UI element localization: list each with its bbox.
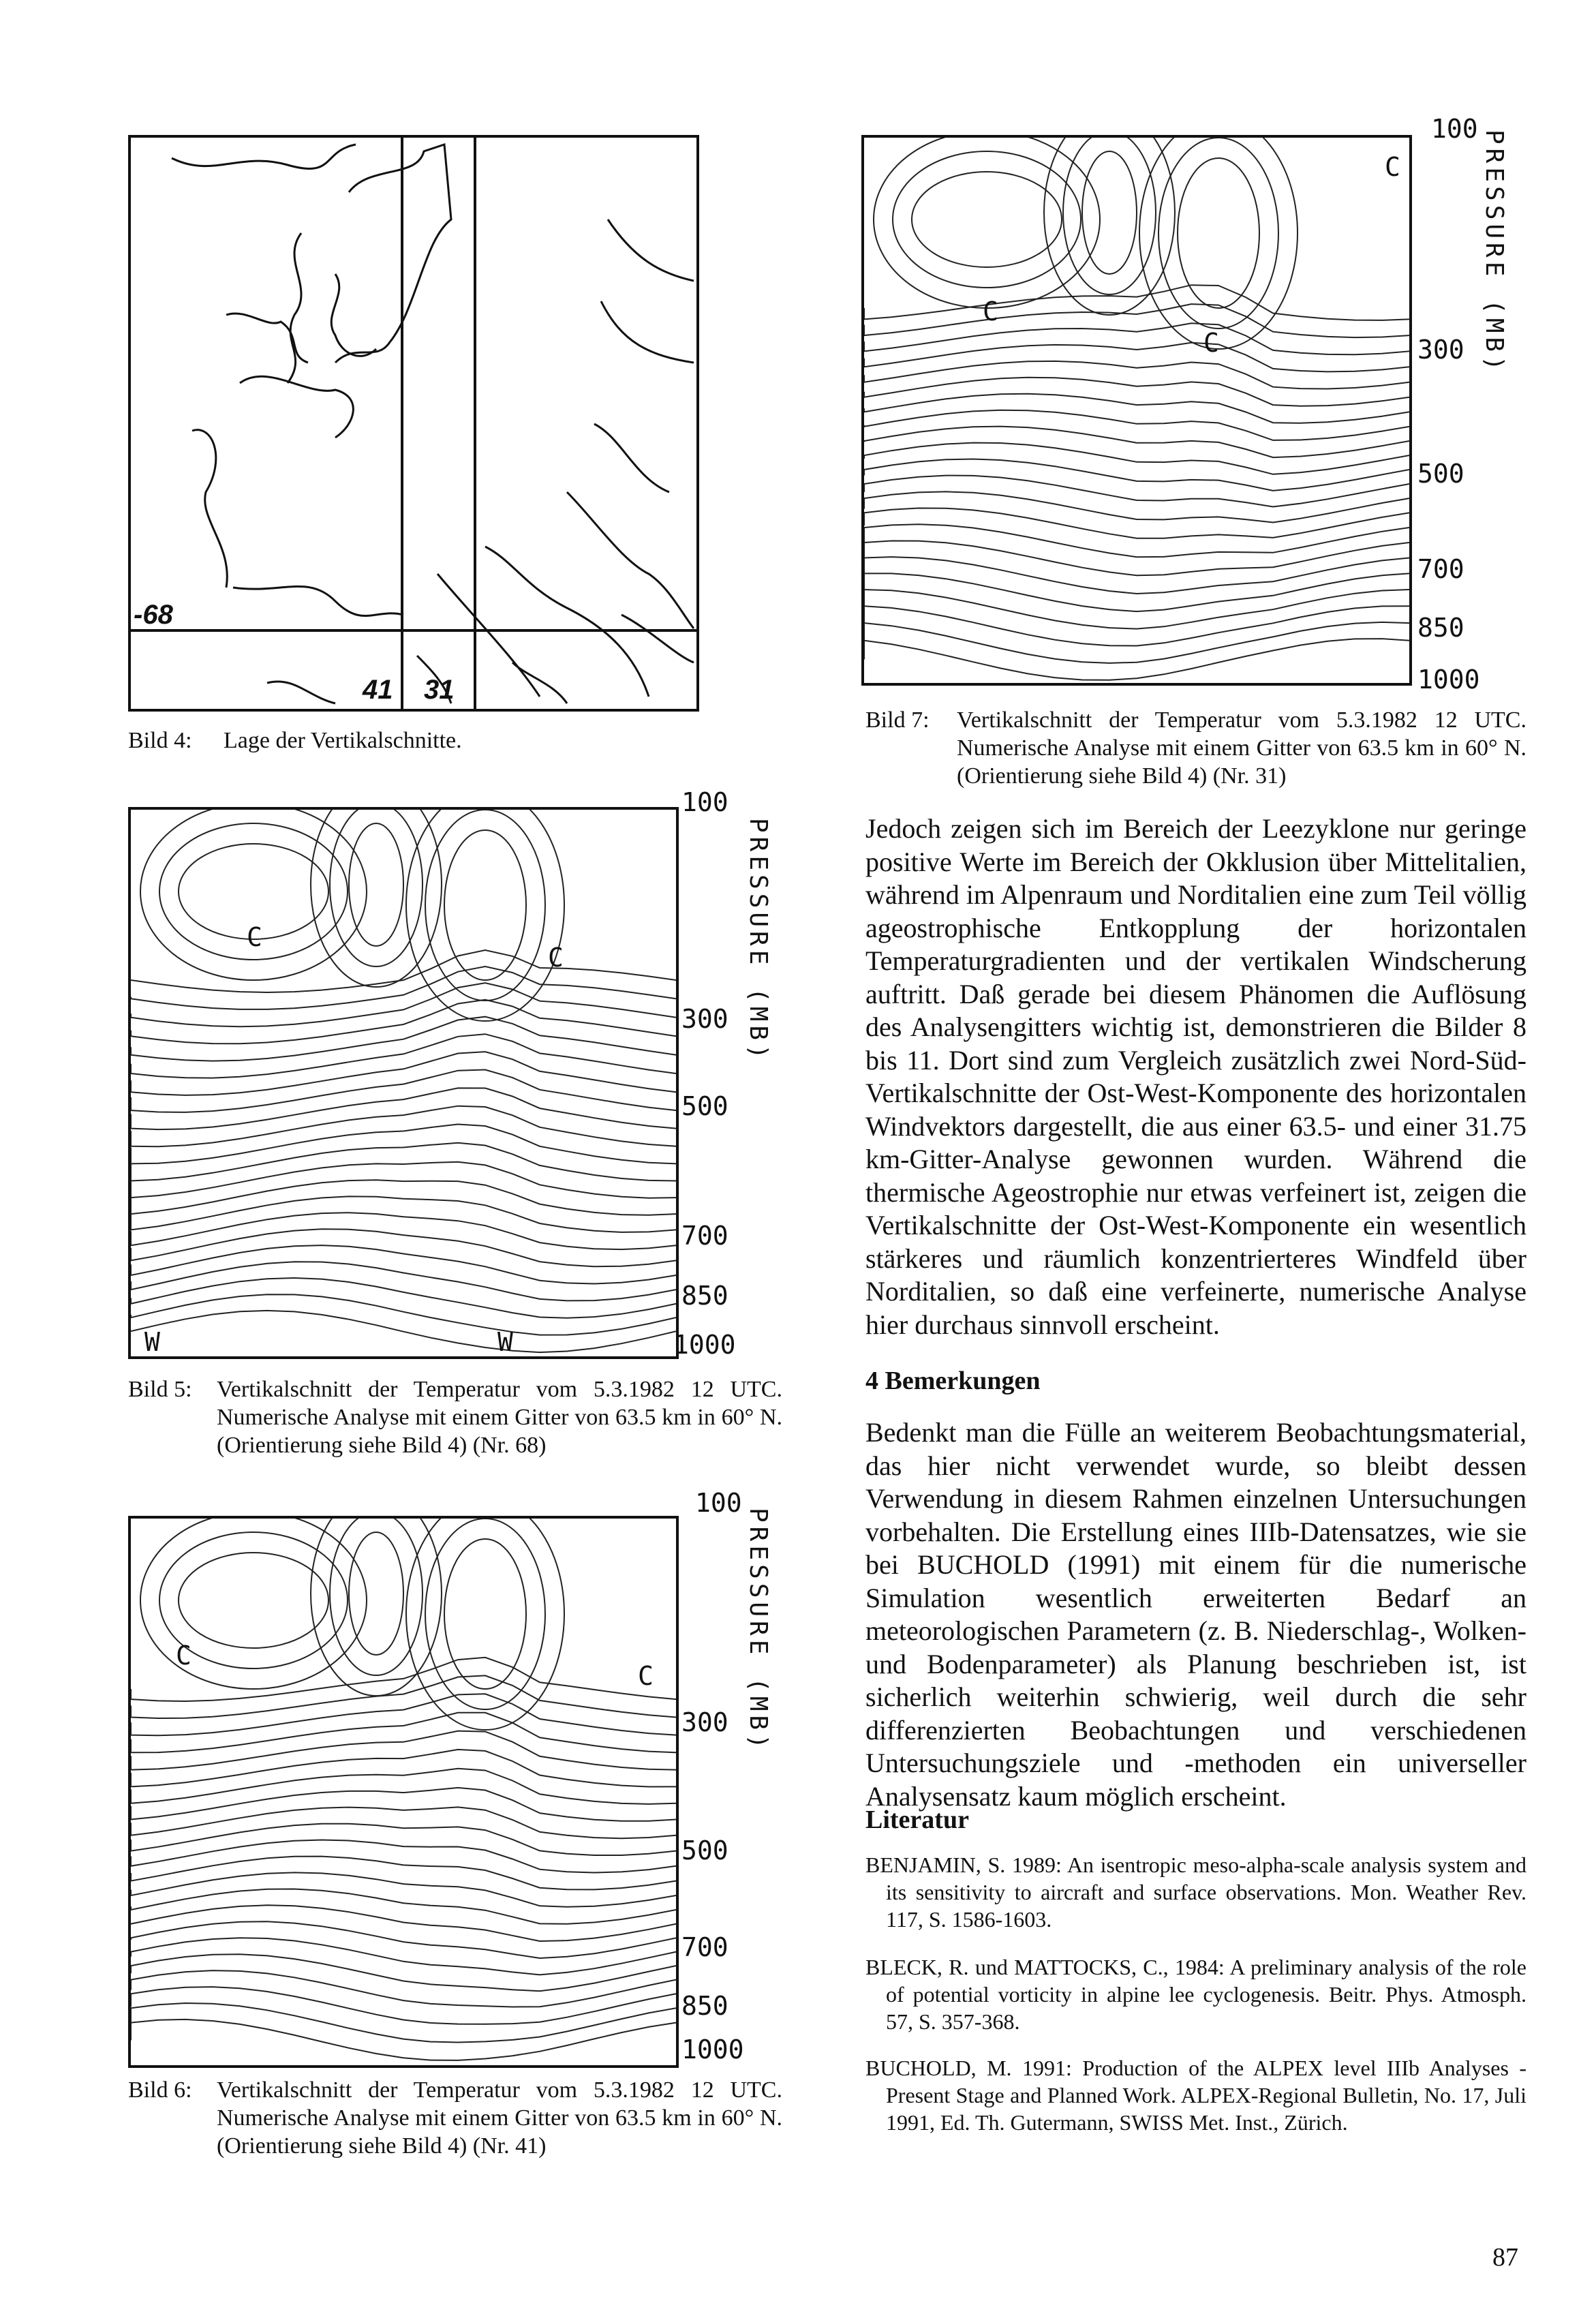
pressure-tick-500: 500: [681, 1091, 728, 1121]
pressure-tick-300: 300: [681, 1707, 728, 1737]
isotherm-line: [864, 410, 1409, 440]
isotherm-line: [131, 1905, 676, 1941]
marker-c: C: [247, 922, 262, 952]
marker-c: C: [1203, 328, 1219, 358]
caption-text: Vertikalschnitt der Temperatur vom 5.3.1982 12 UTC. Numerische Analyse mit einem Gitter von 63.5 km in 60° N. (Orientierung siehe Bild 4) (Nr. 41): [217, 2077, 782, 2159]
section-label-31: 31: [424, 675, 455, 705]
isotherm-line: [864, 427, 1409, 458]
isotherm-line: [131, 1824, 676, 1855]
isotherm-line: [131, 1106, 676, 1147]
isotherm-line: [864, 508, 1409, 538]
figure-6-contour: [128, 1516, 679, 2068]
isotherm-line: [131, 1970, 676, 2007]
pressure-tick-1000: 1000: [673, 1330, 736, 1360]
isotherm-loop: [1082, 151, 1137, 274]
isotherm-line: [131, 1807, 676, 1838]
isotherm-loop: [140, 810, 367, 980]
caption-label: Bild 5:: [128, 1377, 192, 1402]
isotherm-loop: [1063, 138, 1156, 294]
pressure-tick-500: 500: [1417, 459, 1464, 489]
isotherm-line: [131, 1245, 676, 1283]
caption-fig7: [865, 706, 1526, 795]
isotherm-line: [131, 1840, 676, 1873]
pressure-tick-500: 500: [681, 1835, 728, 1865]
caption-label: Bild 7:: [865, 707, 930, 733]
pressure-axis-label: PRESSURE (MB): [744, 818, 772, 1063]
temperature-contours: [131, 1519, 676, 2065]
isotherm-loop: [425, 1519, 545, 1709]
isotherm-line: [131, 1125, 676, 1164]
figure-4-map: [128, 135, 699, 712]
caption-label: Bild 6:: [128, 2077, 192, 2103]
section-heading: 4 Bemerkungen: [865, 1367, 1041, 1395]
isotherm-line: [131, 1052, 676, 1095]
isotherm-line: [131, 1788, 676, 1821]
marker-c: C: [176, 1641, 191, 1671]
marker-w: W: [144, 1327, 160, 1357]
body-paragraph-2: Bedenkt man die Fülle an weiterem Beobachtungsmaterial, das hier nicht verwendet wurde, so bleibt dessen Verwendung in diesem Rahmen einzelnen Untersuchungen vorbehalten. Die Erstellung eines IIIb-Datensatzes, wie sie bei BUCHOLD (1991) mit einem für die numerische Simulation wesentlich erweiterten Bedarf an meteorologischen Parametern (z. B. Niederschlag-, Wolken- und Bodenparameter) als Planung beschrieben ist, ist sicherlich weiterhin schwierig, weil durch die sehr differenzierten Beobachtungen und verschiedenen Untersuchungsziele und -methoden ein universeller Analysensatz kaum möglich erscheint.: [865, 1417, 1526, 1812]
isotherm-line: [131, 2003, 676, 2043]
caption-fig6: [128, 2076, 782, 2165]
caption-text: Vertikalschnitt der Temperatur vom 5.3.1982 12 UTC. Numerische Analyse mit einem Gitter von 63.5 km in 60° N. (Orientierung siehe Bild 4) (Nr. 31): [957, 707, 1526, 789]
isotherm-line: [131, 1180, 676, 1215]
reference-item: BENJAMIN, S. 1989: An isentropic meso-alpha-scale analysis system and its sensitivity to aircraft and surface observations. Mon. Weather Rev. 117, S. 1586-1603.: [865, 1853, 1526, 1932]
isotherm-line: [131, 1229, 676, 1266]
body-paragraph-1: Jedoch zeigen sich im Bereich der Leezyklone nur geringe positive Werte im Bereich der Okklusion über Mittelitalien, während im Alpenraum und Norditalien eine zum Teil völlig ageostrophische Entkopplung der horizontalen Temperaturgradienten und der vertikalen Windscherung auftritt. Daß gerade bei diesem Phänomen die Auflösung des Analysengitters wichtig ist, demonstrieren die Bilder 8 bis 11. Dort sind zum Vergleich zusätzlich zwei Nord-Süd-Vertikalschnitte der Ost-West-Komponente des horizontalen Windvektors dargestellt, die aus einer 63.5- und einer 31.75 km-Gitter-Analyse gewonnen wurden. Während die thermische Ageostrophie nur etwas verfeinert ist, zeigen die Vertikalschnitte der Ost-West-Komponente ein wesentlich stärkeres und räumlich konzentrierteres Windfeld über Norditalien, so daß eine verfeinerte, numerische Analyse hier durchaus sinnvoll erscheint.: [865, 813, 1526, 1340]
isotherm-loop: [349, 823, 403, 946]
isotherm-loop: [330, 1519, 423, 1675]
figure-5-contour: [128, 807, 679, 1359]
pressure-tick-100: 100: [1431, 114, 1478, 144]
isotherm-line: [131, 966, 676, 1009]
pressure-tick-1000: 1000: [681, 2035, 744, 2064]
isotherm-line: [864, 443, 1409, 474]
caption-text: Lage der Vertikalschnitte.: [224, 728, 462, 753]
isotherm-loop: [425, 810, 545, 1001]
pressure-tick-300: 300: [1417, 335, 1464, 365]
isotherm-loop: [912, 172, 1062, 267]
isotherm-line: [131, 950, 676, 992]
isotherm-line: [131, 1750, 676, 1787]
isotherm-line: [864, 394, 1409, 423]
isotherm-loop: [1139, 138, 1298, 349]
pressure-tick-100: 100: [695, 1488, 742, 1518]
section-label-68: -68: [134, 600, 173, 630]
pressure-tick-850: 850: [681, 1991, 728, 2021]
isotherm-line: [131, 1034, 676, 1078]
isotherm-line: [864, 378, 1409, 406]
marker-c: C: [983, 296, 998, 326]
pressure-axis-label: PRESSURE (MB): [744, 1508, 772, 1753]
isotherm-line: [131, 1143, 676, 1181]
marker-c: C: [1385, 152, 1400, 182]
isotherm-line: [131, 1675, 676, 1718]
isotherm-loop: [330, 810, 423, 966]
isotherm-loop: [874, 138, 1100, 308]
pressure-tick-700: 700: [681, 1221, 728, 1251]
isotherm-line: [131, 1731, 676, 1770]
pressure-tick-300: 300: [681, 1004, 728, 1034]
marker-c: C: [638, 1661, 654, 1691]
caption-label: Bild 4:: [128, 728, 192, 753]
isotherm-loop: [179, 1553, 328, 1648]
isotherm-line: [131, 1769, 676, 1804]
temperature-contours: [864, 138, 1409, 683]
section-label-41: 41: [363, 675, 393, 705]
isotherm-line: [131, 1954, 676, 1991]
isotherm-line: [864, 590, 1409, 629]
page-number: 87: [1492, 2243, 1518, 2272]
pressure-axis-label: PRESSURE (MB): [1480, 129, 1508, 375]
pressure-tick-700: 700: [1417, 554, 1464, 584]
isotherm-loop: [444, 830, 526, 980]
isotherm-loop: [406, 810, 564, 1021]
isotherm-loop: [406, 1519, 564, 1730]
isotherm-line: [131, 1987, 676, 2024]
reference-item: BLECK, R. und MATTOCKS, C., 1984: A preliminary analysis of the role of potential vorticity in alpine lee cyclogenesis. Beitr. Phys. Atmosph. 57, S. 357-368.: [865, 1955, 1526, 2034]
caption-text: Vertikalschnitt der Temperatur vom 5.3.1982 12 UTC. Numerische Analyse mit einem Gitter von 63.5 km in 60° N. (Orientierung siehe Bild 4) (Nr. 68): [217, 1377, 782, 1458]
isotherm-line: [864, 524, 1409, 557]
isotherm-line: [131, 1162, 676, 1198]
isotherm-line: [131, 1262, 676, 1300]
pressure-tick-700: 700: [681, 1932, 728, 1962]
isotherm-loop: [444, 1539, 526, 1689]
reference-item: BUCHOLD, M. 1991: Production of the ALPEX level IIIb Analyses - Present Stage and Planned Work. ALPEX-Regional Bulletin, No. 17, Juli 1991, Ed. Th. Gutermann, SWISS Met. Inst., Zürich.: [865, 2056, 1526, 2135]
isotherm-line: [131, 1921, 676, 1958]
map-outline: [131, 138, 696, 709]
caption-fig5: [128, 1375, 782, 1464]
pressure-tick-1000: 1000: [1417, 665, 1480, 695]
isotherm-line: [131, 1070, 676, 1112]
pressure-tick-850: 850: [1417, 613, 1464, 643]
marker-w: W: [497, 1327, 513, 1357]
caption-fig4: [128, 727, 694, 757]
isotherm-loop: [1158, 138, 1278, 329]
isotherm-line: [864, 639, 1409, 680]
literatur-heading: Literatur: [865, 1805, 969, 1834]
figure-7-contour: [861, 135, 1412, 686]
isotherm-line: [864, 573, 1409, 611]
isotherm-line: [864, 491, 1409, 522]
pressure-tick-100: 100: [681, 787, 728, 817]
isotherm-line: [131, 1938, 676, 1975]
isotherm-loop: [140, 1519, 367, 1689]
temperature-contours: [131, 810, 676, 1356]
pressure-tick-850: 850: [681, 1281, 728, 1311]
marker-c: C: [548, 943, 564, 973]
isotherm-loop: [349, 1532, 403, 1655]
